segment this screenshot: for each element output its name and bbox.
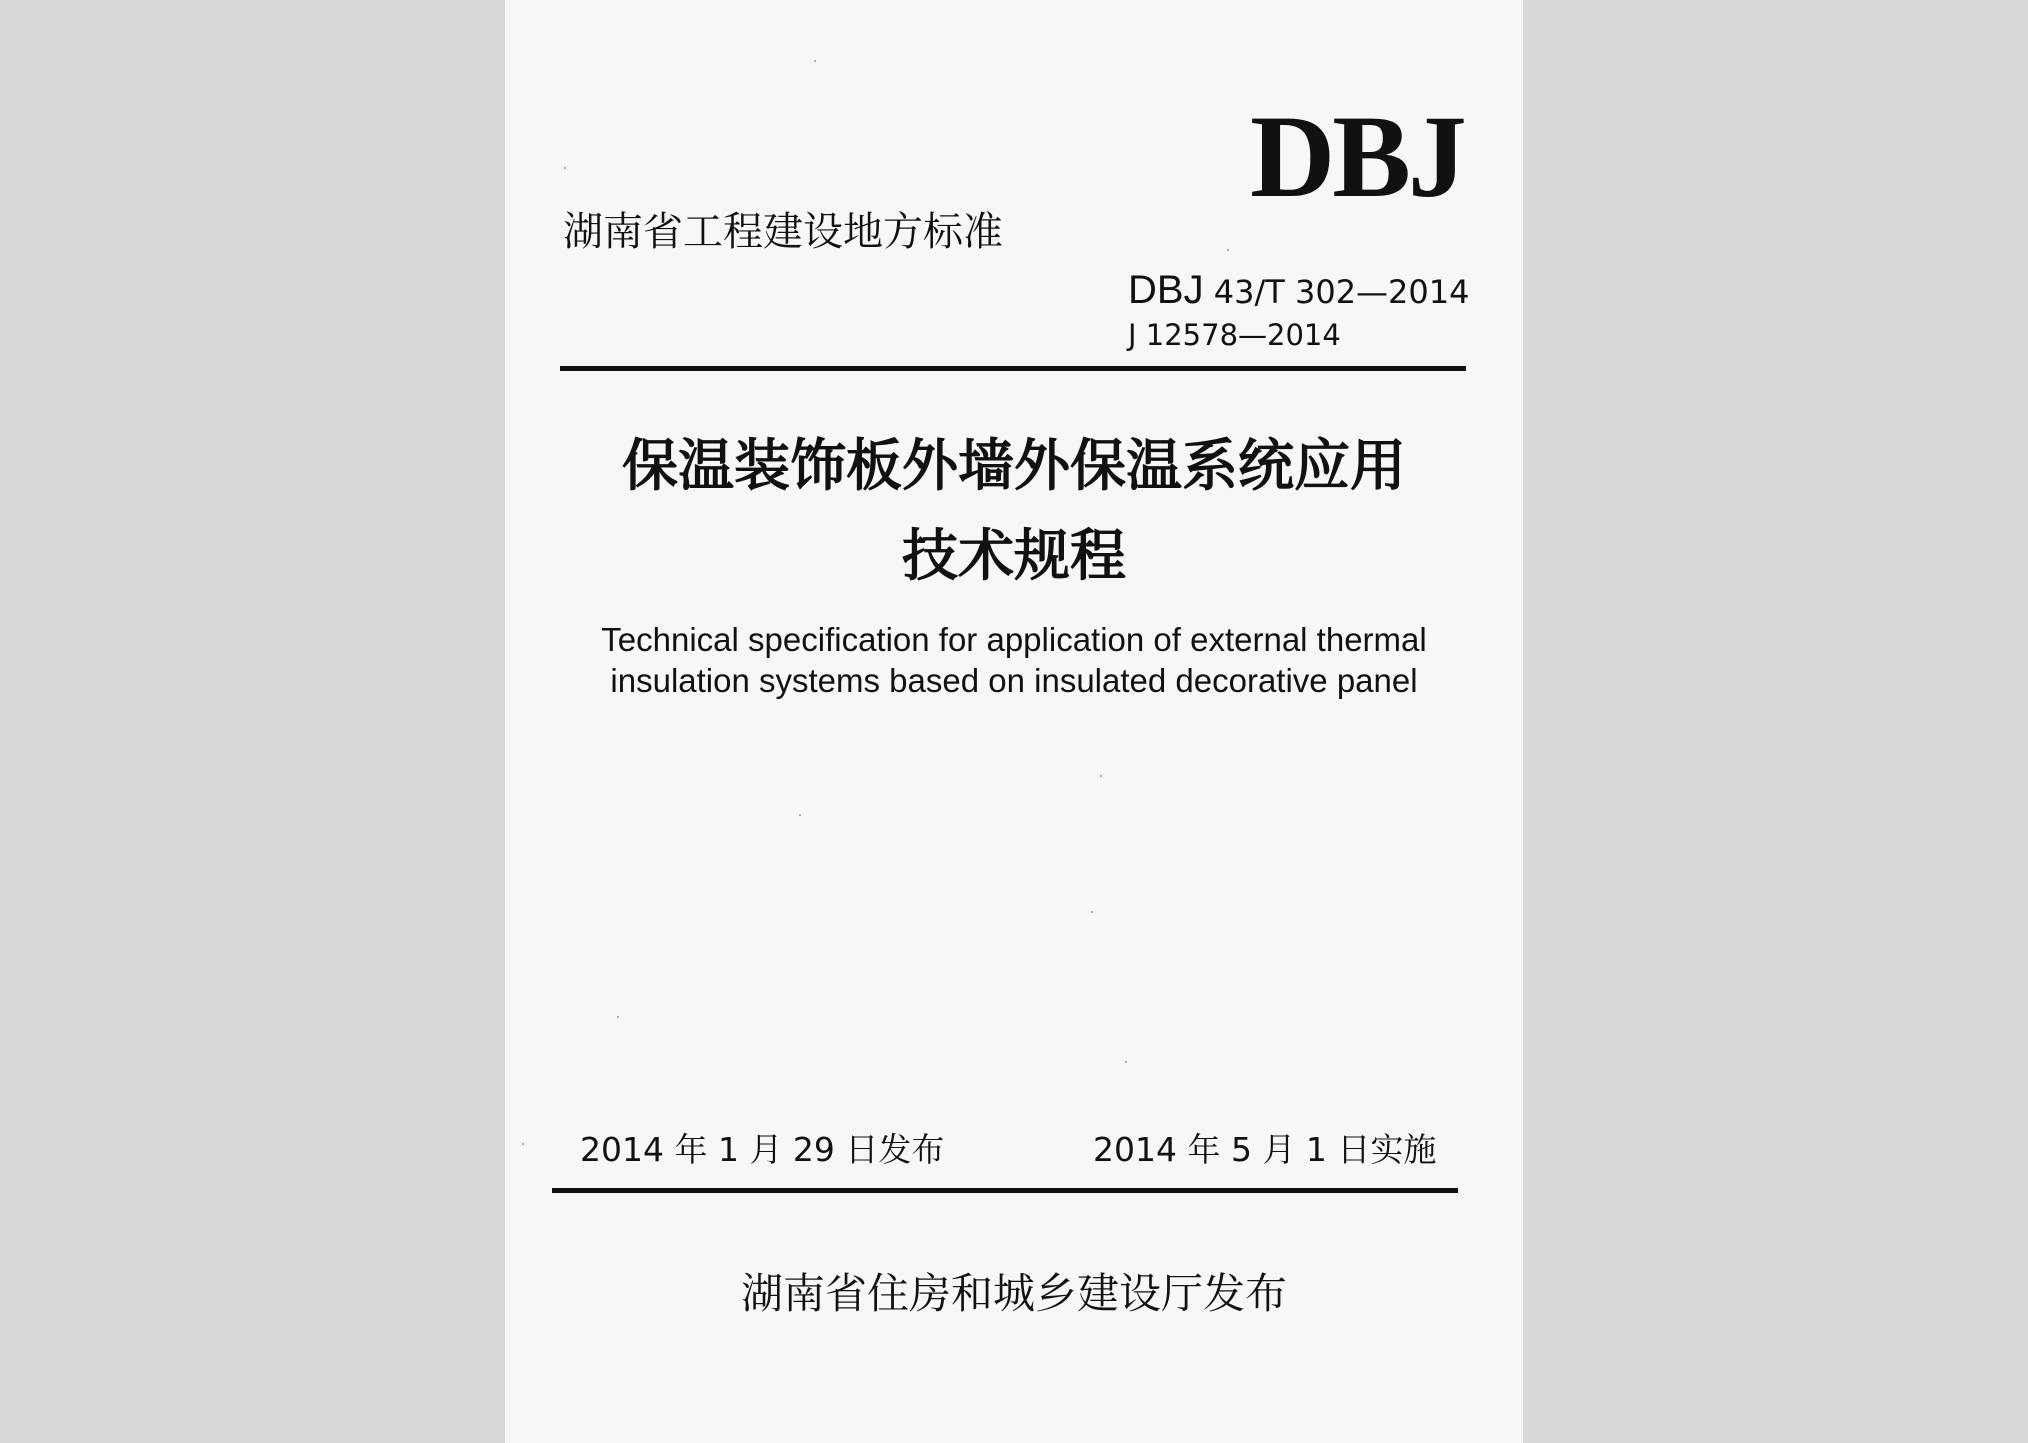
cover-page <box>505 0 1523 1443</box>
title-cn-line2: 技术规程 <box>902 523 1126 589</box>
scan-speck <box>1125 1061 1127 1063</box>
title-cn-line1: 保温装饰板外墙外保温系统应用 <box>622 433 1406 499</box>
scan-speck <box>564 167 566 169</box>
scan-speck <box>617 1016 619 1018</box>
scan-speck <box>1091 911 1093 913</box>
implementation-date: 2014 年 5 月 1 日实施 <box>1093 1130 1437 1169</box>
dbj-logo: DBJ <box>1250 91 1464 222</box>
standard-code-number: 43/T 302—2014 <box>1203 273 1470 311</box>
scan-speck <box>1100 775 1102 777</box>
bottom-divider <box>552 1188 1458 1193</box>
standard-type-label: 湖南省工程建设地方标准 <box>563 209 1003 255</box>
filing-number: J 12578—2014 <box>1128 318 1341 352</box>
scan-speck <box>1227 249 1229 251</box>
issue-date: 2014 年 1 月 29 日发布 <box>580 1130 945 1169</box>
publisher: 湖南省住房和城乡建设厅发布 <box>740 1269 1287 1318</box>
top-divider <box>560 366 1466 371</box>
scan-speck <box>799 814 801 816</box>
title-en-line2: insulation systems based on insulated decorative panel <box>610 662 1418 699</box>
scan-speck <box>814 60 816 62</box>
standard-code <box>1128 268 1469 314</box>
scan-speck <box>522 1143 524 1145</box>
standard-code-prefix: DBJ <box>1128 268 1204 312</box>
title-en-line1: Technical specification for application of external thermal <box>601 621 1427 658</box>
